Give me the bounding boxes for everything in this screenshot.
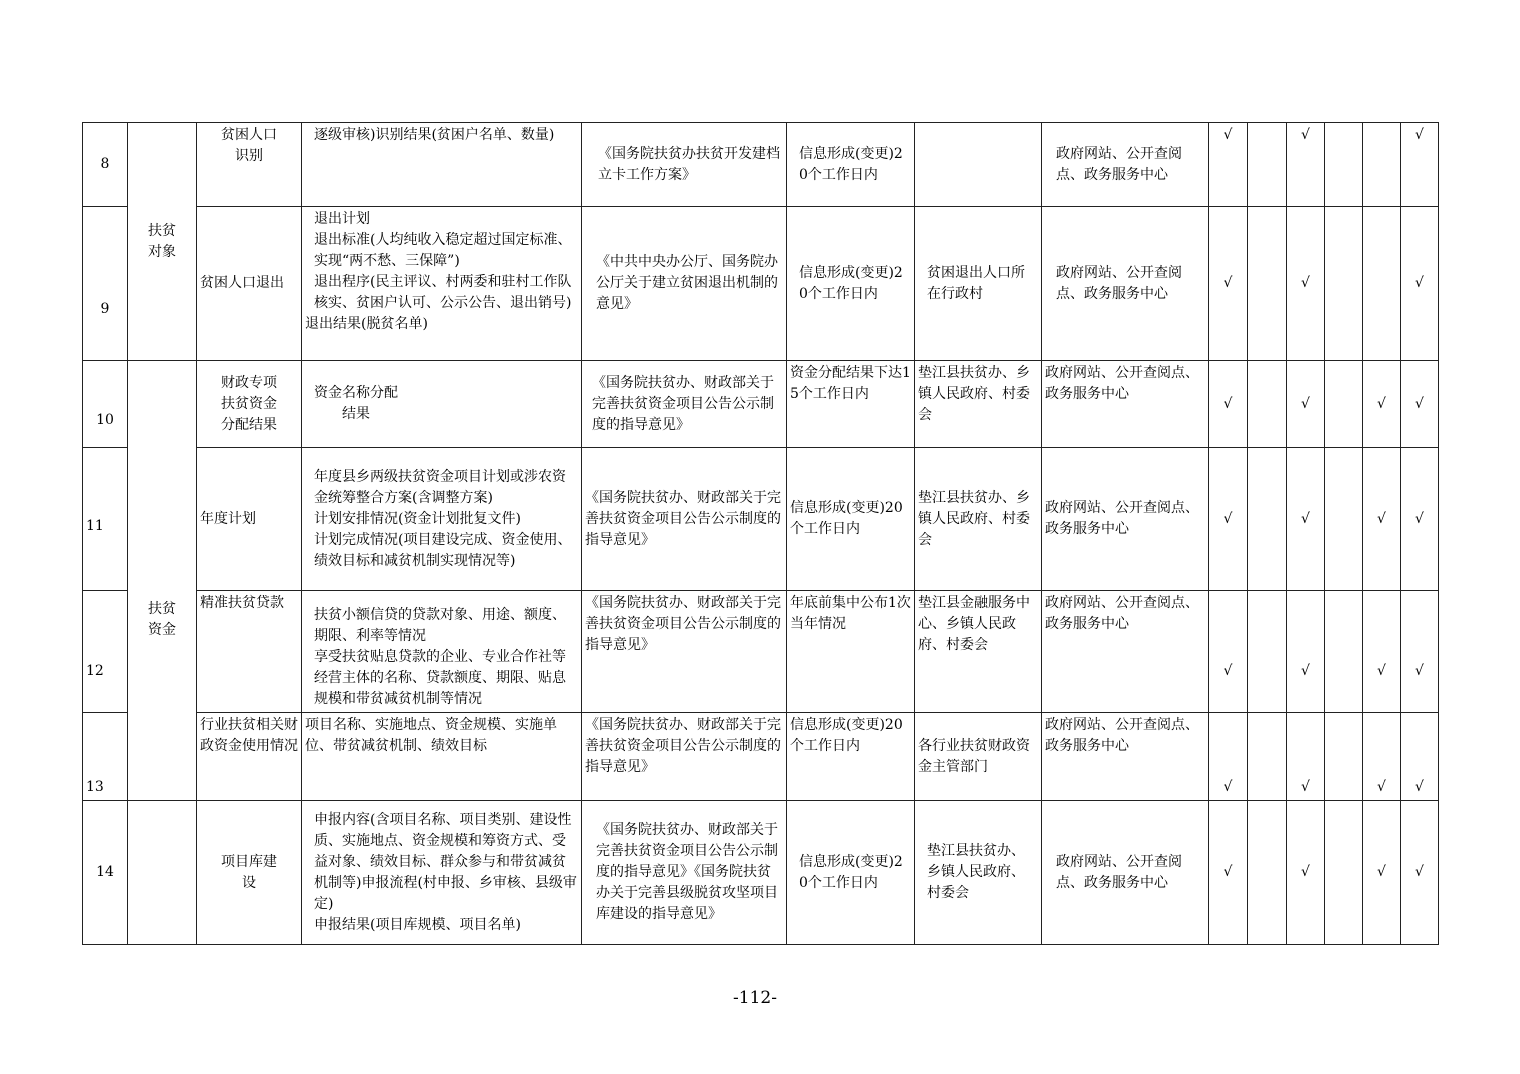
category-label: 扶贫对象 — [148, 222, 176, 260]
row-10-check-2 — [1248, 361, 1287, 448]
row-13-check-5: √ — [1363, 713, 1401, 801]
page-number: -112- — [733, 988, 777, 1008]
row-8-check-1: √ — [1209, 123, 1248, 207]
row-10-check-1: √ — [1209, 361, 1248, 448]
row-9-check-3: √ — [1287, 207, 1325, 361]
row-13-basis: 《国务院扶贫办、财政部关于完善扶贫资金项目公告公示制度的指导意见》 — [582, 713, 787, 801]
row-14-check-3: √ — [1287, 801, 1325, 945]
row-12-check-5: √ — [1363, 591, 1401, 713]
row-13-content — [302, 713, 582, 801]
row-10-check-3: √ — [1287, 361, 1325, 448]
category-cell-poverty-funds — [128, 361, 197, 801]
row-8-check-3: √ — [1287, 123, 1325, 207]
row-10-item — [197, 361, 302, 448]
row-13-time-limit: 信息形成(变更)20个工作日内 — [787, 713, 915, 801]
row-10-check-6: √ — [1401, 361, 1439, 448]
row-13-item: 行业扶贫相关财政资金使用情况 — [197, 713, 302, 801]
row-10-content — [302, 361, 582, 448]
row-10-check-5: √ — [1363, 361, 1401, 448]
row-14-subject: 垫江县扶贫办、乡镇人民政府、村委会 — [915, 801, 1042, 945]
row-9-content-line: 退出结果(脱贫名单) — [305, 316, 428, 332]
row-12-check-4 — [1325, 591, 1363, 713]
row-8-item — [197, 123, 302, 207]
row-12-subject: 垫江县金融服务中心、乡镇人民政府、村委会 — [915, 591, 1042, 713]
row-11-check-3: √ — [1287, 448, 1325, 591]
row-9-item: 贫困人口退出 — [197, 207, 302, 361]
row-9-check-1: √ — [1209, 207, 1248, 361]
row-11-check-2 — [1248, 448, 1287, 591]
row-14-check-1: √ — [1209, 801, 1248, 945]
row-13-subject: 各行业扶贫财政资金主管部门 — [915, 713, 1042, 801]
row-12-basis: 《国务院扶贫办、财政部关于完善扶贫资金项目公告公示制度的指导意见》 — [582, 591, 787, 713]
row-11-content-line: 年度县乡两级扶贫资金项目计划或涉农资金统筹整合方案(含调整方案) — [314, 468, 566, 506]
row-9-content-line: 退出计划 — [314, 211, 370, 227]
category-label: 扶贫资金 — [148, 600, 176, 638]
table-row — [83, 123, 1439, 207]
row-14-content-line: 申报结果(项目库规模、项目名单) — [314, 916, 521, 933]
row-12-number: 12 — [83, 591, 128, 713]
row-13-channel: 政府网站、公开查阅点、政务服务中心 — [1042, 713, 1209, 801]
row-13-check-4 — [1325, 713, 1363, 801]
row-9-channel: 政府网站、公开查阅点、政务服务中心 — [1042, 207, 1209, 361]
row-13-check-6: √ — [1401, 713, 1439, 801]
row-14-channel: 政府网站、公开查阅点、政务服务中心 — [1042, 801, 1209, 945]
row-11-time-limit: 信息形成(变更)20个工作日内 — [787, 448, 915, 591]
row-12-content — [302, 591, 582, 713]
row-10-channel: 政府网站、公开查阅点、政务服务中心 — [1042, 361, 1209, 448]
row-8-check-6: √ — [1401, 123, 1439, 207]
row-8-check-2 — [1248, 123, 1287, 207]
row-10-basis: 《国务院扶贫办、财政部关于完善扶贫资金项目公告公示制度的指导意见》 — [582, 361, 787, 448]
row-12-channel: 政府网站、公开查阅点、政务服务中心 — [1042, 591, 1209, 713]
row-8-item-label: 贫困人口识别 — [221, 127, 277, 164]
row-9-content — [302, 207, 582, 361]
row-11-content-line: 计划完成情况(项目建设完成、资金使用、绩效目标和减贫机制实现情况等) — [314, 531, 572, 569]
row-8-time-limit: 信息形成(变更)20个工作日内 — [787, 123, 915, 207]
row-13-content-line: 项目名称、实施地点、资金规模、实施单位、带贫减贫机制、绩效目标 — [305, 717, 557, 754]
row-12-time-limit: 年底前集中公布1次当年情况 — [787, 591, 915, 713]
row-9-check-2 — [1248, 207, 1287, 361]
row-9-check-4 — [1325, 207, 1363, 361]
row-8-channel: 政府网站、公开查阅点、政务服务中心 — [1042, 123, 1209, 207]
row-9-subject: 贫困退出人口所在行政村 — [915, 207, 1042, 361]
row-12-check-2 — [1248, 591, 1287, 713]
row-11-item: 年度计划 — [197, 448, 302, 591]
row-10-time-limit: 资金分配结果下达15个工作日内 — [787, 361, 915, 448]
row-8-basis: 《国务院扶贫办扶贫开发建档立卡工作方案》 — [582, 123, 787, 207]
row-14-item-label: 项目库建设 — [221, 853, 277, 891]
row-10-number: 10 — [83, 361, 128, 448]
table-row — [83, 801, 1439, 945]
category-cell-poverty-target — [128, 123, 197, 361]
row-14-check-5: √ — [1363, 801, 1401, 945]
row-8-subject — [915, 123, 1042, 207]
row-11-check-5: √ — [1363, 448, 1401, 591]
table-row — [83, 448, 1439, 591]
row-9-basis: 《中共中央办公厅、国务院办公厅关于建立贫困退出机制的意见》 — [582, 207, 787, 361]
row-9-content-line: 退出程序(民主评议、村两委和驻村工作队核实、贫困户认可、公示公告、退出销号) — [314, 274, 572, 311]
row-14-time-limit: 信息形成(变更)20个工作日内 — [787, 801, 915, 945]
row-9-check-5 — [1363, 207, 1401, 361]
row-11-content-line: 计划安排情况(资金计划批复文件) — [314, 510, 521, 527]
row-13-check-2 — [1248, 713, 1287, 801]
row-8-content-line: 逐级审核)识别结果(贫困户名单、数量) — [314, 127, 555, 143]
row-11-channel: 政府网站、公开查阅点、政务服务中心 — [1042, 448, 1209, 591]
disclosure-table — [82, 122, 1439, 945]
row-9-time-limit: 信息形成(变更)20个工作日内 — [787, 207, 915, 361]
table-row — [83, 713, 1439, 801]
row-11-check-4 — [1325, 448, 1363, 591]
table-row — [83, 207, 1439, 361]
row-14-content-line: 申报内容(含项目名称、项目类别、建设性质、实施地点、资金规模和筹资方式、受益对象、绩效目标、群众参与和带贫减贫机制等)申报流程(村申报、乡审核、县级审定) — [314, 811, 577, 912]
row-11-number: 11 — [83, 448, 128, 591]
row-8-check-5 — [1363, 123, 1401, 207]
row-14-item — [197, 801, 302, 945]
row-8-check-4 — [1325, 123, 1363, 207]
row-11-check-6: √ — [1401, 448, 1439, 591]
row-12-check-1: √ — [1209, 591, 1248, 713]
row-11-content — [302, 448, 582, 591]
row-10-item-label: 财政专项扶贫资金分配结果 — [221, 374, 277, 433]
row-10-content-line: 资金名称分配结果 — [314, 385, 398, 422]
row-10-check-4 — [1325, 361, 1363, 448]
row-12-check-3: √ — [1287, 591, 1325, 713]
row-9-number: 9 — [83, 207, 128, 361]
row-12-content-line: 扶贫小额信贷的贷款对象、用途、额度、期限、利率等情况 — [314, 607, 566, 644]
row-14-number: 14 — [83, 801, 128, 945]
table-row — [83, 591, 1439, 713]
row-14-basis: 《国务院扶贫办、财政部关于完善扶贫资金项目公告公示制度的指导意见》《国务院扶贫办关于完善县级脱贫攻坚项目库建设的指导意见》 — [582, 801, 787, 945]
row-14-content — [302, 801, 582, 945]
row-13-check-3: √ — [1287, 713, 1325, 801]
row-14-check-4 — [1325, 801, 1363, 945]
table-row — [83, 361, 1439, 448]
row-12-item: 精准扶贫贷款 — [197, 591, 302, 713]
row-14-check-6: √ — [1401, 801, 1439, 945]
row-8-content — [302, 123, 582, 207]
row-14-check-2 — [1248, 801, 1287, 945]
row-14-category-empty — [128, 801, 197, 945]
row-10-subject: 垫江县扶贫办、乡镇人民政府、村委会 — [915, 361, 1042, 448]
row-11-basis: 《国务院扶贫办、财政部关于完善扶贫资金项目公告公示制度的指导意见》 — [582, 448, 787, 591]
row-9-content-line: 退出标准(人均纯收入稳定超过国定标准、实现“两不愁、三保障”) — [314, 232, 572, 269]
row-12-check-6: √ — [1401, 591, 1439, 713]
row-9-check-6: √ — [1401, 207, 1439, 361]
row-8-number: 8 — [83, 123, 128, 207]
row-13-number: 13 — [83, 713, 128, 801]
row-11-subject: 垫江县扶贫办、乡镇人民政府、村委会 — [915, 448, 1042, 591]
row-12-content-line: 享受扶贫贴息贷款的企业、专业合作社等经营主体的名称、贷款额度、期限、贴息规模和带贫减贫机制等情况 — [314, 649, 566, 707]
row-11-check-1: √ — [1209, 448, 1248, 591]
row-13-check-1: √ — [1209, 713, 1248, 801]
